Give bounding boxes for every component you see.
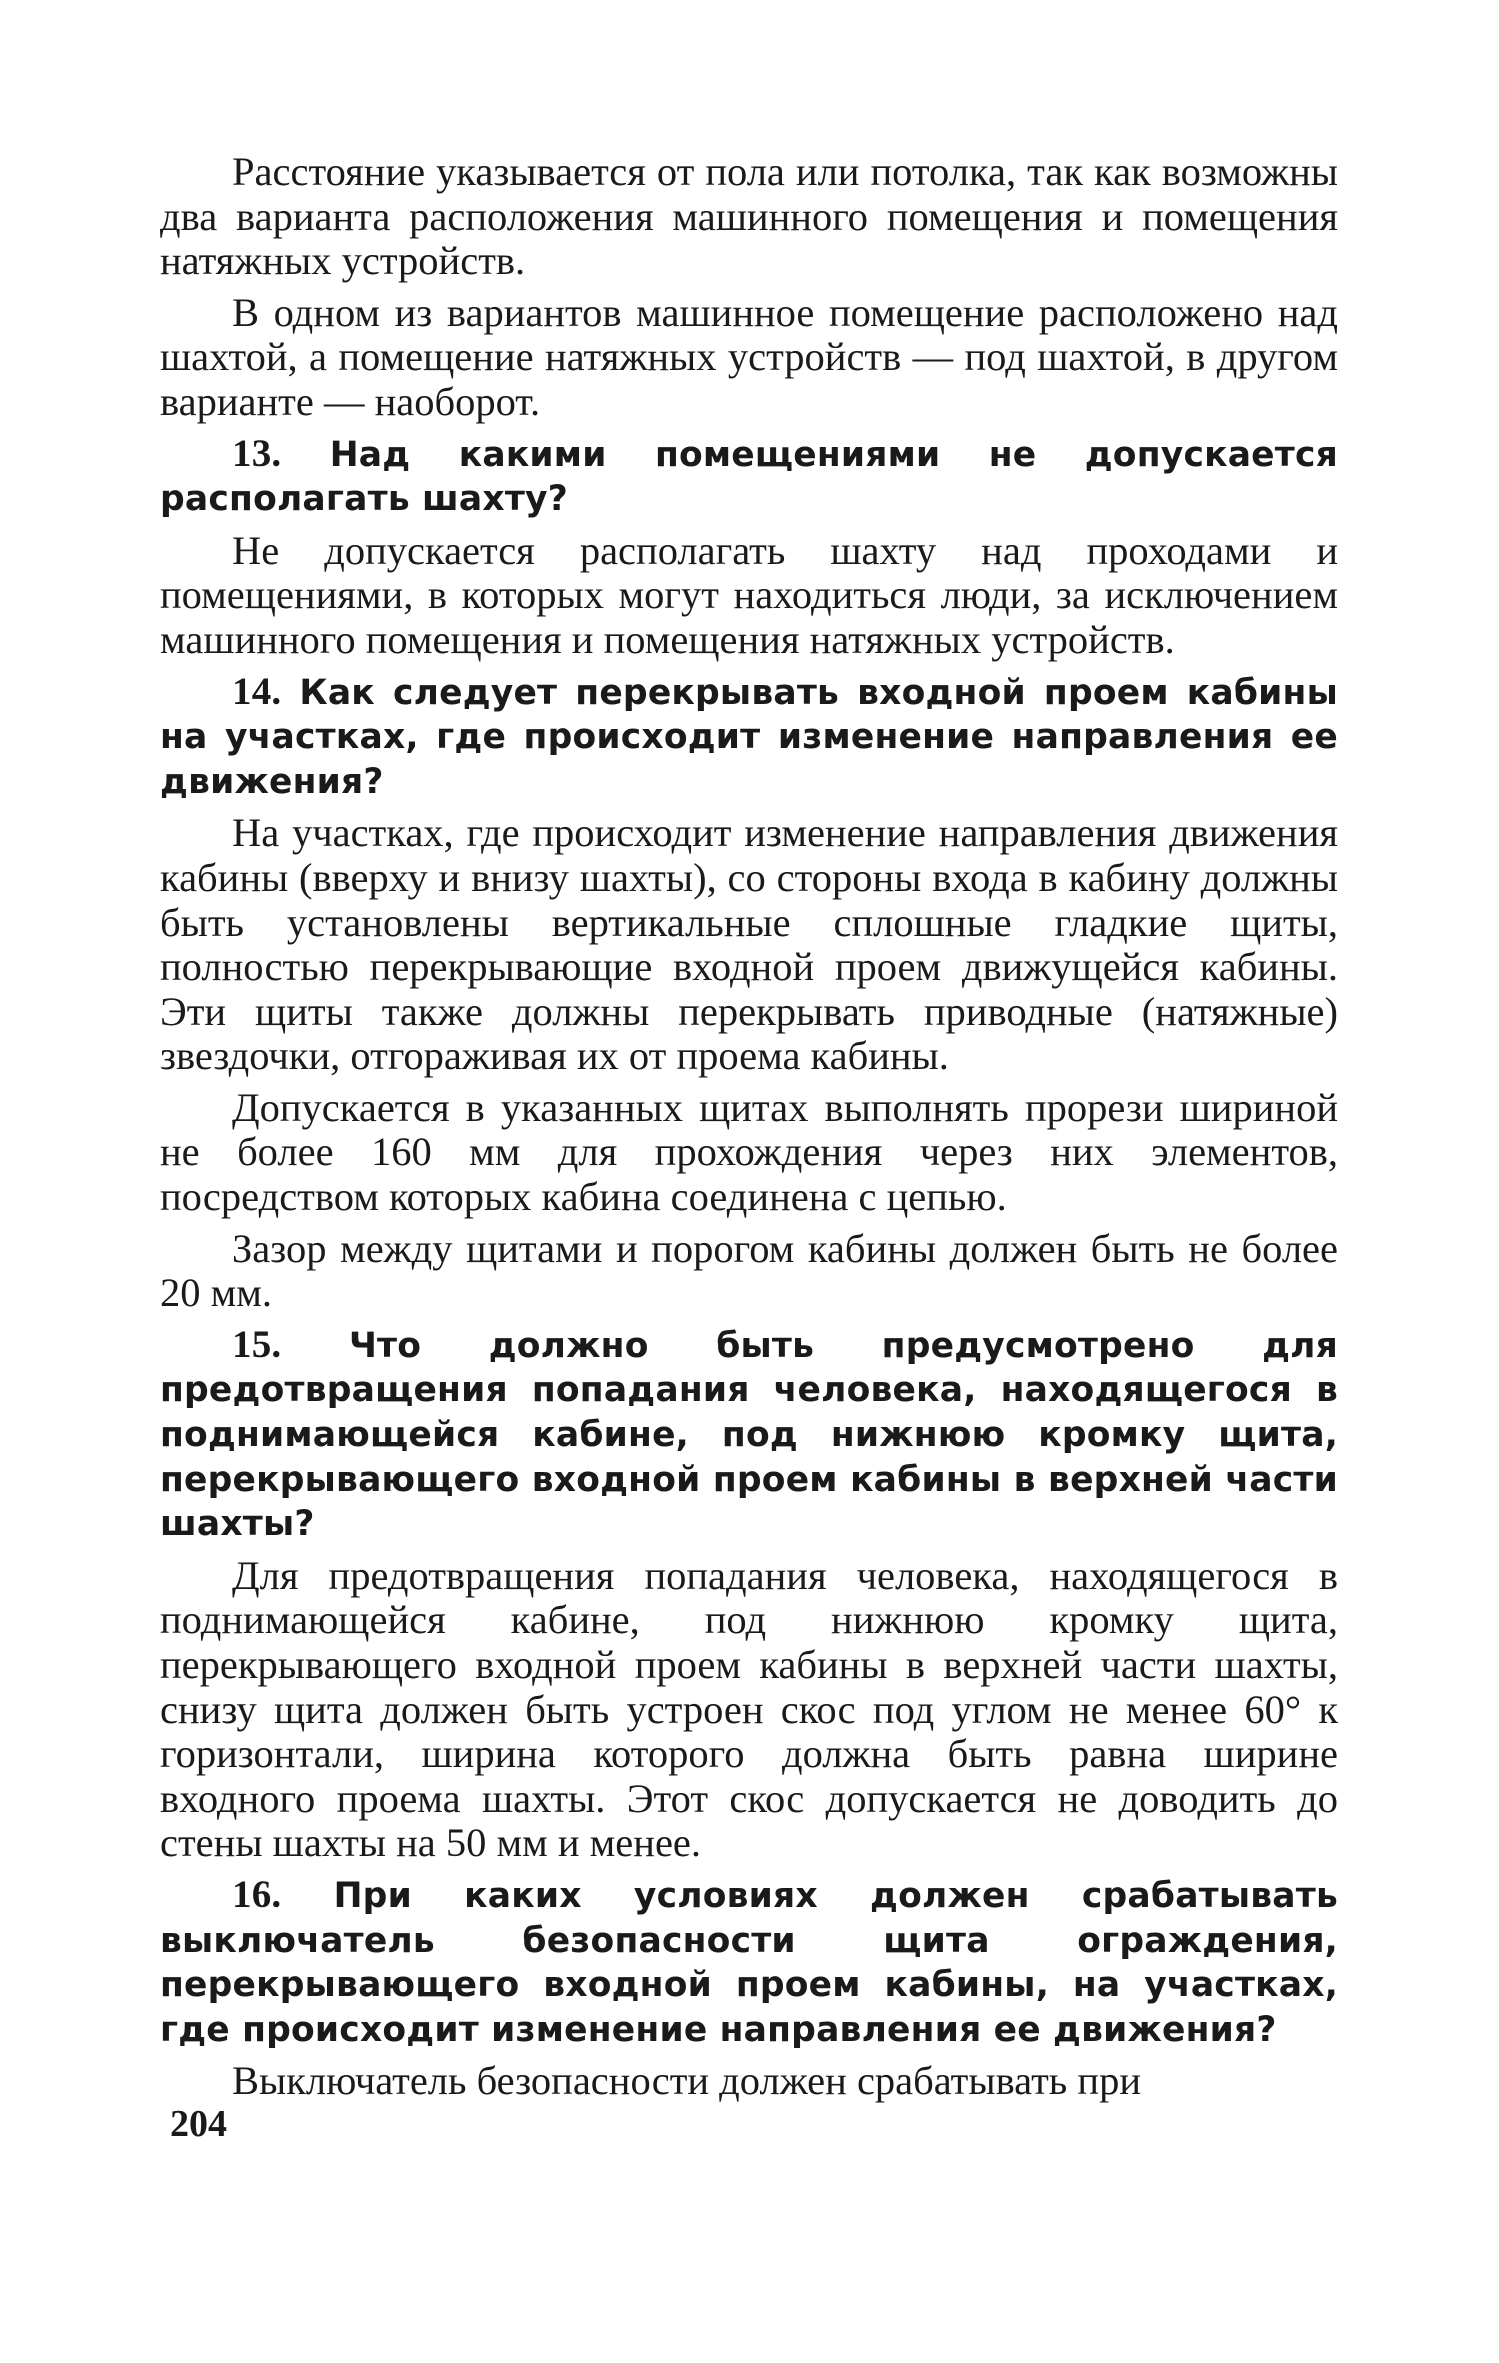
question-text: Что должно быть предусмотрено для предотвращения попадания человека, находящегося в поднимающейся кабине, под нижнюю кромку щита, перекрывающего входной проем кабины в верхней части шахты? [160, 1325, 1338, 1545]
page-body [160, 150, 1338, 2111]
paragraph: Не допускается располагать шахту над проходами и помещениями, в которых могут находиться люди, за исключением машинного помещения и помещения натяжных устройств. [160, 527, 1338, 662]
question-number: 16. [232, 1872, 282, 1916]
paragraph: Для предотвращения попадания человека, находящегося в поднимающейся кабине, под нижнюю кромку щита, перекрывающего входной проем кабины в верхней части шахты, снизу щита должен быть устроен скос под углом не менее 60° к горизонтали, ширина которого должна быть равна ширине входного проема шахты. Этот скос допускается не доводить до стены шахты на 50 мм и менее. [160, 1552, 1338, 1866]
question-text: При каких условиях должен срабатывать выключатель безопасности щита ограждения, перекрывающего входной проем кабины, на участках, где происходит изменение направления ее движения? [160, 1875, 1338, 2050]
question-number: 15. [232, 1322, 282, 1366]
paragraph: Допускается в указанных щитах выполнять прорези шириной не более 160 мм для прохождения через них элементов, посредством которых кабина соединена с цепью. [160, 1084, 1338, 1220]
question-heading [160, 670, 1338, 805]
question-number: 14. [232, 669, 282, 713]
page-number: 204 [170, 2103, 227, 2145]
question-number: 13. [232, 431, 282, 475]
question-text: Над какими помещениями не допускается располагать шахту? [160, 434, 1338, 520]
question-heading [160, 432, 1338, 522]
paragraph: Расстояние указывается от пола или потолка, так как возможны два варианта расположения машинного помещения и помещения натяжных устройств. [160, 149, 1338, 284]
question-text: Как следует перекрывать входной проем кабины на участках, где происходит изменение направления ее движения? [160, 672, 1338, 802]
paragraph: Зазор между щитами и порогом кабины должен быть не более 20 мм. [160, 1225, 1338, 1316]
question-heading [160, 1323, 1338, 1547]
paragraph: На участках, где происходит изменение направления движения кабины (вверху и внизу шахты), со стороны входа в кабину должны быть установлены вертикальные сплошные гладкие щиты, полностью перекрывающие входной проем движущейся кабины. Эти щиты также должны перекрывать приводные (натяжные) звездочки, отгораживая их от проема кабины. [160, 810, 1338, 1079]
paragraph: В одном из вариантов машинное помещение расположено над шахтой, а помещение натяжных устройств — под шахтой, в другом варианте — наоборот. [160, 289, 1338, 424]
question-heading [160, 1873, 1338, 2052]
paragraph: Выключатель безопасности должен срабатывать при [232, 2058, 1141, 2104]
